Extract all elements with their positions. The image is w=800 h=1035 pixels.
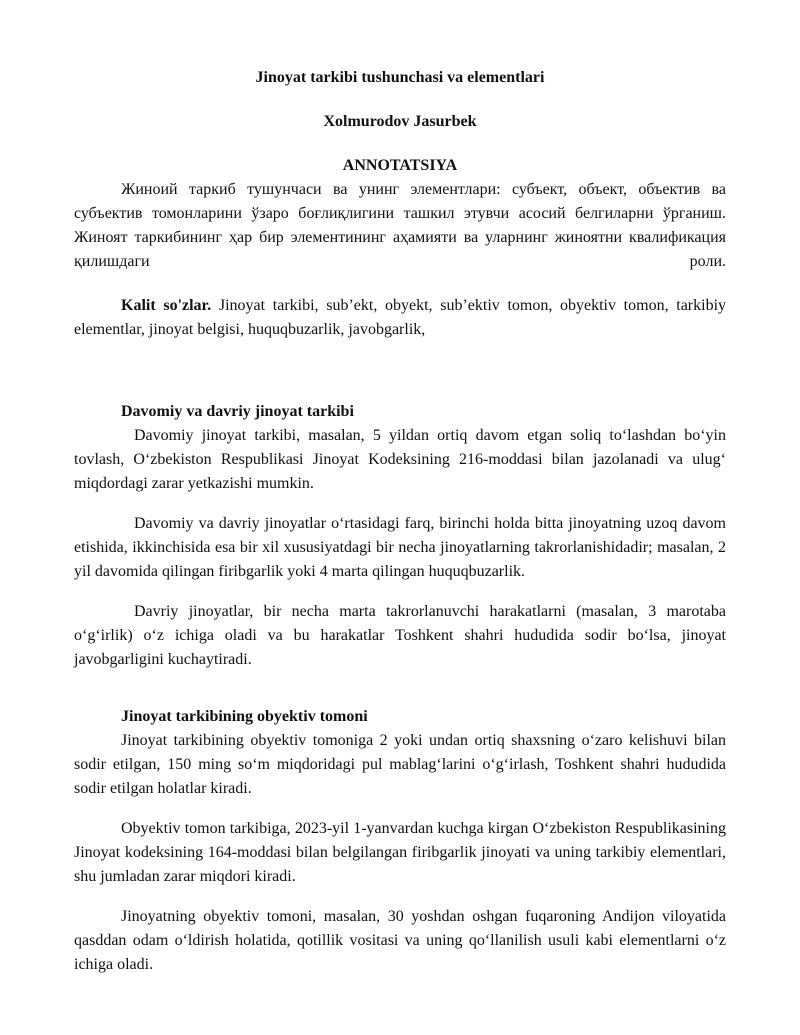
document-title: Jinoyat tarkibi tushunchasi va elementlari [255, 69, 545, 86]
section-paragraph: Davomiy va davriy jinoyatlar o‘rtasidagi farq, birinchi holda bitta jinoyatning uzoq davom etishida, ikkinchisida esa bir xil xususiyatdagi bir necha jinoyatlarning takrorlanishidadir; masalan, 2 yil davomida qilingan firibgarlik yoki 4 marta qilingan huquqbuzarlik. [74, 515, 726, 580]
section-paragraph: Davriy jinoyatlar, bir necha marta takrorlanuvchi harakatlarni (masalan, 3 marotaba o‘g‘irlik) o‘z ichiga oladi va bu harakatlar Toshkent shahri hududida sodir bo‘lsa, jinoyat javobgarligini kuchaytiradi. [74, 603, 726, 668]
keywords-paragraph [74, 294, 726, 342]
section-paragraph: Davomiy jinoyat tarkibi, masalan, 5 yildan ortiq davom etgan soliq to‘lashdan bo‘yin tovlash, O‘zbekiston Respublikasi Jinoyat Kodeksining 216-moddasi bilan jazolanadi va ulug‘ miqdordagi zarar yetkazishi mumkin. [74, 427, 726, 492]
document-page [74, 60, 726, 977]
section-paragraph: Jinoyat tarkibining obyektiv tomoniga 2 yoki undan ortiq shaxsning o‘zaro kelishuvi bilan sodir etilgan, 150 ming so‘m miqdoridagi pul mablag‘larini o‘g‘irlash, Toshkent shahri hududida sodir etilgan holatlar kiradi. [74, 732, 726, 797]
section-paragraph: Obyektiv tomon tarkibiga, 2023-yil 1-yanvardan kuchga kirgan O‘zbekiston Respublikasining Jinoyat kodeksining 164-moddasi bilan belgilangan firibgarlik jinoyati va uning tarkibiy elementlari, shu jumladan zarar miqdori kiradi. [74, 820, 726, 885]
section-heading: Jinoyat tarkibining obyektiv tomoni [121, 708, 368, 725]
annotation-heading: ANNOTATSIYA [342, 157, 458, 174]
keywords-label: Kalit so'zlar. [121, 297, 212, 314]
author-name: Xolmurodov Jasurbek [323, 113, 477, 130]
section-paragraph: Jinoyatning obyektiv tomoni, masalan, 30 yoshdan oshgan fuqaroning Andijon viloyatida qasddan odam o‘ldirish holatida, qotillik vositasi va uning qo‘llanilish usuli kabi elementlarni o‘z ichiga oladi. [74, 908, 726, 973]
section-heading: Davomiy va davriy jinoyat tarkibi [121, 403, 354, 420]
annotation-paragraph: Жиноий таркиб тушунчаси ва унинг элементлари: субъект, объект, объектив ва субъектив томонларини ўзаро боғлиқлигини ташкил этувчи асосий белгиларни ўрганиш. Жиноят таркибининг ҳар бир элементининг аҳамияти ва уларнинг жиноятни квалификация қилишдаги роли. [74, 181, 726, 270]
keywords-text: Jinoyat tarkibi, sub’ekt, obyekt, sub’ektiv tomon, obyektiv tomon, tarkibiy elementlar, jinoyat belgisi, huquqbuzarlik, javobgarlik, [74, 297, 727, 338]
